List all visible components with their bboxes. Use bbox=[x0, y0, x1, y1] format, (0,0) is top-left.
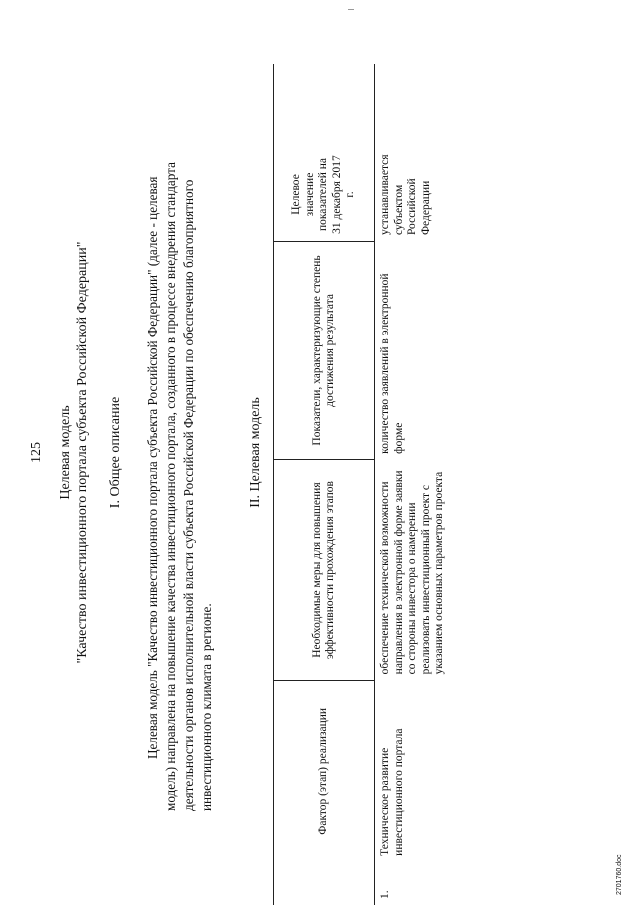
row-number: 1. bbox=[379, 890, 391, 899]
row-measures: обеспечение технической возможности направления в электронной форме заявки со стороны инвестора о намерении реализовать инвестиционный проект с указанием основных параметров проекта bbox=[379, 470, 445, 675]
description-line: инвестиционного климата в регионе. bbox=[199, 603, 214, 811]
table-header-row bbox=[274, 64, 375, 905]
header-number bbox=[274, 862, 375, 905]
row-target: устанавливается субъектом Российской Федерации bbox=[379, 154, 432, 236]
target-model-table bbox=[273, 64, 451, 905]
section-heading-general: I. Общее описание bbox=[108, 396, 123, 509]
description-line: Целевая модель "Качество инвестиционного портала субъекта Российской Федерации" (далее - целевая bbox=[145, 176, 160, 759]
row-factor: Техническое развитие инвестиционного портала bbox=[379, 728, 405, 856]
general-description bbox=[144, 69, 216, 811]
header-measures: Необходимые меры для повышения эффективности прохождения этапов bbox=[274, 460, 375, 681]
row-extra bbox=[375, 64, 451, 148]
header-extra bbox=[274, 64, 375, 148]
page-number: 125 bbox=[29, 442, 44, 463]
section-heading-model: II. Целевая модель bbox=[248, 397, 263, 508]
header-target-value: Целевое значение показателей на 31 декабря 2017 г. bbox=[274, 148, 375, 241]
row-indicator: количество заявлений в электронной форме bbox=[379, 273, 405, 454]
description-line: модель) направлена на повышение качества инвестиционного портала, созданного в процессе внедрения стандарта bbox=[163, 162, 178, 811]
header-indicators: Показатели, характеризующие степень достижения результата bbox=[274, 241, 375, 460]
footer-doc-reference: 2701760.doc bbox=[616, 854, 623, 895]
document-title: Целевая модель bbox=[58, 405, 73, 500]
description-line: деятельности органов исполнительной власти субъекта Российской Федерации по обеспечению благоприятного bbox=[181, 179, 196, 811]
header-factor: Фактор (этап) реализации bbox=[274, 680, 375, 861]
margin-mark bbox=[348, 8, 354, 10]
table-row bbox=[375, 64, 451, 905]
document-subtitle: "Качество инвестиционного портала субъекта Российской Федерации" bbox=[75, 241, 90, 664]
